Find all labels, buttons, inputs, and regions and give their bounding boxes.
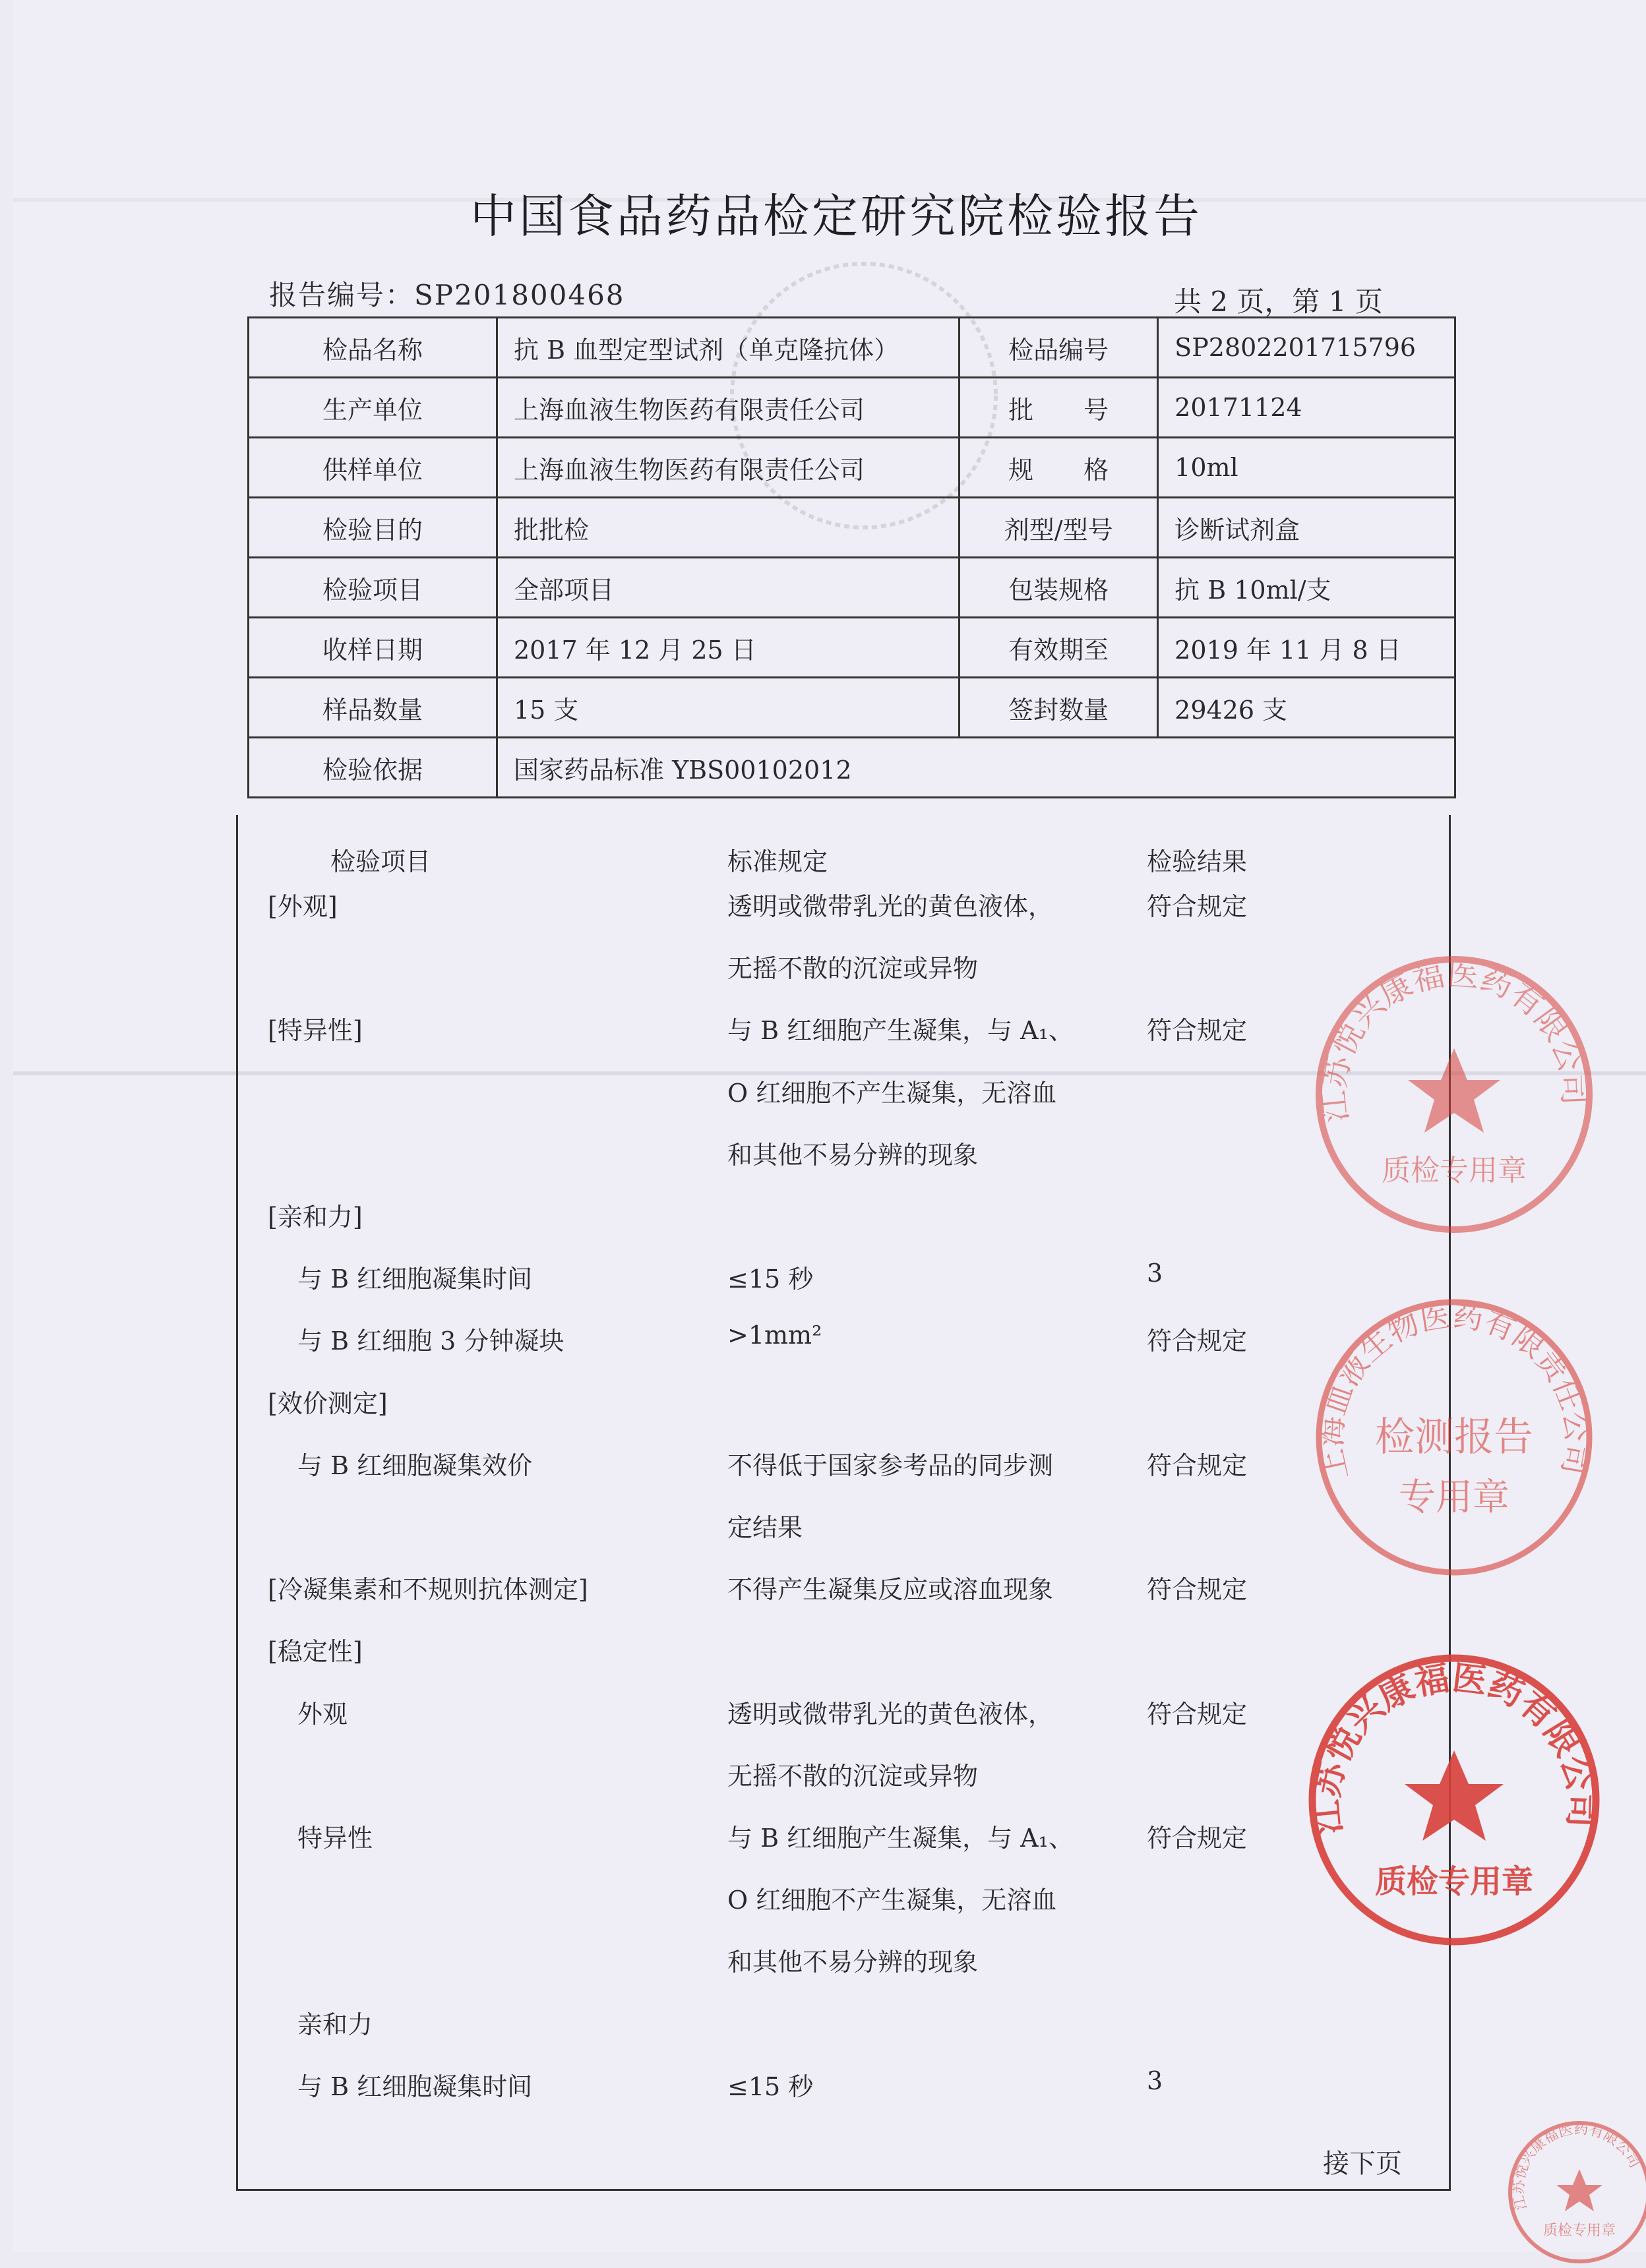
result-row	[238, 2004, 1449, 2066]
test-item: 与 B 红细胞凝集时间	[297, 2072, 533, 2101]
result-row	[238, 1383, 1449, 1445]
info-value-1: 2017 年 12 月 25 日	[497, 618, 960, 678]
result: 符合规定	[1147, 1575, 1248, 1605]
result-row	[238, 1073, 1449, 1135]
test-item: 亲和力	[297, 2010, 373, 2039]
stamp-corner-ring: 江苏悦兴康福医药有限公司	[1510, 2121, 1643, 2212]
result-row	[238, 1880, 1449, 1942]
info-value-2: 10ml	[1158, 438, 1455, 498]
stamp-right-center: 质检专用章	[1374, 1863, 1534, 1900]
info-label-2: 剂型/型号	[960, 498, 1158, 558]
info-value-2: 抗 B 10ml/支	[1158, 558, 1455, 618]
result-row	[238, 1259, 1449, 1321]
info-row	[249, 318, 1455, 378]
result-row	[238, 1010, 1449, 1072]
standard: 无摇不散的沉淀或异物	[727, 1761, 979, 1791]
header-item: 检验项目	[330, 847, 431, 876]
result: 符合规定	[1147, 892, 1248, 921]
standard: O 红细胞不产生凝集，无溶血	[727, 1886, 1057, 1915]
info-label-2: 规 格	[960, 438, 1158, 498]
info-label-1: 生产单位	[249, 378, 497, 438]
stamp-right	[1302, 1648, 1606, 1952]
result: 3	[1147, 2066, 1163, 2095]
page-title: 中国食品药品检定研究院检验报告	[470, 189, 1202, 243]
info-label-1: 供样单位	[249, 438, 497, 498]
standard: 透明或微带乳光的黄色液体，	[727, 892, 1054, 921]
stamp-left	[1309, 949, 1599, 1239]
info-label-2: 签封数量	[960, 678, 1158, 738]
info-row	[249, 498, 1455, 558]
info-label-2: 检品编号	[960, 318, 1158, 378]
header-standard: 标准规定	[727, 847, 828, 876]
test-item: [冷凝集素和不规则抗体测定]	[268, 1575, 588, 1605]
test-item: [效价测定]	[268, 1388, 388, 1418]
test-item: 与 B 红细胞凝集时间	[297, 1265, 533, 1294]
star-icon	[1556, 2169, 1602, 2211]
stamp-middle-line1: 检测报告	[1375, 1414, 1533, 1460]
info-value-2: 诊断试剂盒	[1158, 498, 1455, 558]
info-label-2: 有效期至	[960, 618, 1158, 678]
info-value-2: 20171124	[1158, 378, 1455, 438]
info-label-1: 检品名称	[249, 318, 497, 378]
result-row	[238, 1756, 1449, 1818]
result: 符合规定	[1147, 1327, 1248, 1356]
standard: 和其他不易分辨的现象	[727, 1948, 979, 1977]
star-icon	[1405, 1750, 1504, 1841]
info-label-1: 检验目的	[249, 498, 497, 558]
info-value-2: 29426 支	[1158, 678, 1455, 738]
result-row	[238, 2066, 1449, 2128]
info-table	[247, 316, 1456, 798]
standard: 与 B 红细胞产生凝集，与 A₁、	[727, 1016, 1074, 1046]
standard: 与 B 红细胞产生凝集，与 A₁、	[727, 1824, 1074, 1853]
info-value-1: 上海血液生物医药有限责任公司	[497, 378, 960, 438]
standard: >1mm²	[727, 1321, 822, 1350]
test-item: 与 B 红细胞 3 分钟凝块	[297, 1327, 564, 1356]
header-result: 检验结果	[1147, 847, 1248, 876]
info-label-1: 收样日期	[249, 618, 497, 678]
star-icon	[1408, 1048, 1500, 1133]
result-row	[238, 1445, 1449, 1507]
info-value-2: 2019 年 11 月 8 日	[1158, 618, 1455, 678]
info-label-2: 批 号	[960, 378, 1158, 438]
info-value-1: 抗 B 血型定型试剂（单克隆抗体）	[497, 318, 960, 378]
test-item: 外观	[297, 1699, 348, 1729]
info-label-2: 包装规格	[960, 558, 1158, 618]
page-indicator: 共 2 页，第 1 页	[1174, 285, 1383, 318]
standard: ≤15 秒	[727, 1265, 814, 1294]
info-value-1: 批批检	[497, 498, 960, 558]
result-row	[238, 886, 1449, 948]
info-row	[249, 678, 1455, 738]
report-number: 报告编号：SP201800468	[269, 279, 625, 311]
standard: 无摇不散的沉淀或异物	[727, 954, 979, 984]
result-row	[238, 1942, 1449, 2004]
result-row	[238, 1197, 1449, 1259]
stamp-corner-center: 质检专用章	[1542, 2223, 1616, 2239]
continued-next-page: 接下页	[1323, 2149, 1402, 2179]
info-row	[249, 378, 1455, 438]
info-row	[249, 618, 1455, 678]
test-item: 与 B 红细胞凝集效价	[297, 1450, 533, 1480]
standard: 不得产生凝集反应或溶血现象	[727, 1575, 1054, 1605]
result: 符合规定	[1147, 1824, 1248, 1853]
standard: 不得低于国家参考品的同步测	[727, 1450, 1054, 1480]
result: 符合规定	[1147, 1016, 1248, 1046]
result-row	[238, 1569, 1449, 1631]
stamp-middle-ring: 上海血液生物医药有限责任公司	[1312, 1298, 1596, 1483]
result-row	[238, 1135, 1449, 1197]
standard: ≤15 秒	[727, 2072, 814, 2101]
stamp-left-center: 质检专用章	[1382, 1154, 1527, 1187]
standard: 透明或微带乳光的黄色液体，	[727, 1699, 1054, 1729]
result-row	[238, 1631, 1449, 1693]
info-value-2: SP2802201715796	[1158, 318, 1455, 378]
result: 符合规定	[1147, 1450, 1248, 1480]
stamp-middle	[1309, 1292, 1599, 1582]
info-value-1: 全部项目	[497, 558, 960, 618]
stamp-right-ring: 江苏悦兴康福医药有限公司	[1306, 1657, 1602, 1836]
basis-label: 检验依据	[249, 738, 497, 798]
basis-value: 国家药品标准 YBS00102012	[497, 738, 1455, 798]
stamp-left-ring: 江苏悦兴康福医药有限公司	[1315, 955, 1593, 1124]
result-row	[238, 1694, 1449, 1756]
info-label-1: 样品数量	[249, 678, 497, 738]
standard: O 红细胞不产生凝集，无溶血	[727, 1078, 1057, 1108]
result-row	[238, 1818, 1449, 1880]
result-row	[238, 1321, 1449, 1383]
info-row-basis	[249, 738, 1455, 798]
test-item: [亲和力]	[268, 1203, 363, 1232]
test-item: [外观]	[268, 892, 338, 921]
test-item: [稳定性]	[268, 1637, 363, 1667]
info-value-1: 上海血液生物医药有限责任公司	[497, 438, 960, 498]
result-row	[238, 948, 1449, 1010]
result: 3	[1147, 1259, 1163, 1288]
results-section	[236, 815, 1451, 2191]
standard: 定结果	[727, 1513, 803, 1542]
stamp-middle-line2: 专用章	[1399, 1476, 1509, 1519]
stamp-corner	[1504, 2116, 1646, 2268]
test-item: 特异性	[297, 1824, 373, 1853]
result-row	[238, 1507, 1449, 1569]
result: 符合规定	[1147, 1699, 1248, 1729]
standard: 和其他不易分辨的现象	[727, 1140, 979, 1170]
info-label-1: 检验项目	[249, 558, 497, 618]
info-value-1: 15 支	[497, 678, 960, 738]
info-row	[249, 558, 1455, 618]
info-row	[249, 438, 1455, 498]
test-item: [特异性]	[268, 1016, 363, 1046]
